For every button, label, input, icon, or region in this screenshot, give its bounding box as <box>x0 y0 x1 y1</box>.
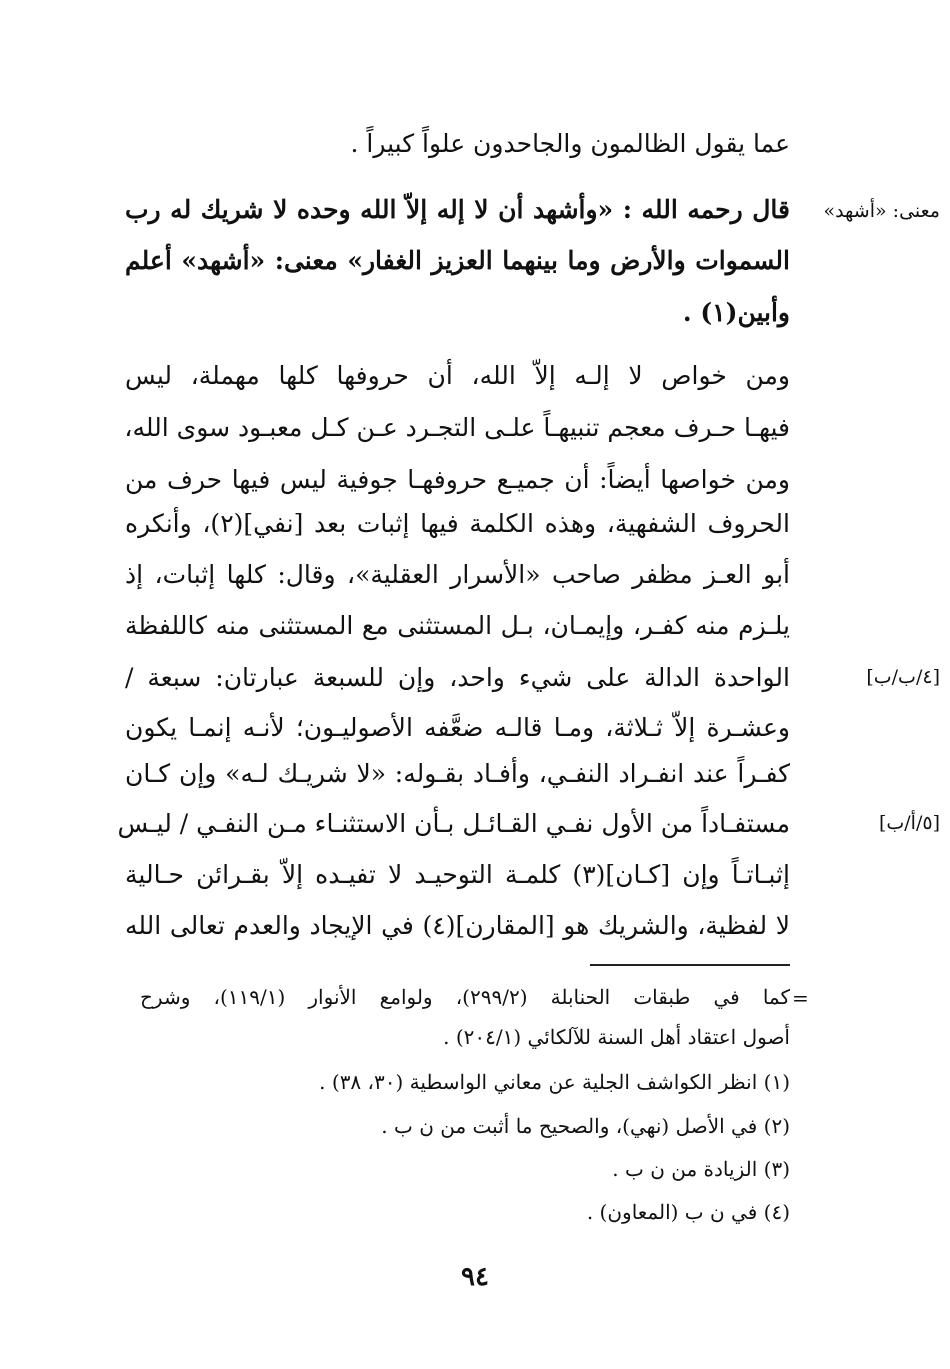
footnote-continuation-line-1: كما في طبقات الحنابلة (٢٩٩/٢)، ولوامع الأنوار (١١٩/١)، وشرح <box>140 985 790 1009</box>
text-line-10: يلـزم منه كفـر، وإيمـان، بـل المستثنى مع المستثنى منه كاللفظة <box>125 611 790 640</box>
text-line-2: قال رحمه الله : «وأشهد أن لا إله إلاّ الله وحده لا شريك له رب <box>125 195 790 224</box>
margin-note-ashhad: معنى: «أشهد» <box>823 200 940 222</box>
footnote-separator <box>590 964 790 966</box>
text-line-5: ومن خواص لا إلـه إلاّ الله، أن حروفها كلها مهملة، ليس <box>125 361 790 390</box>
text-line-13: كفـراً عند انفـراد النفـي، وأفـاد بقـوله: «لا شريـك لـه» وإن كـان <box>125 759 790 788</box>
footnote-continuation-mark: = <box>792 986 809 1010</box>
text-line-8: الحروف الشفهية، وهذه الكلمة فيها إثبات بعد [نفي](٢)، وأنكره <box>125 509 790 538</box>
text-line-14: مستفـاداً من الأول نفـي القـائـل بـأن الاستثنـاء مـن النفـي / ليـس <box>117 809 790 838</box>
footnote-2: (٢) في الأصل (نهي)، والصحيح ما أثبت من ن ب . <box>381 1114 790 1138</box>
text-line-11: الواحدة الدالة على شيء واحد، وإن للسبعة عبارتان: سبعة / <box>125 663 790 692</box>
text-line-4: وأبين(١) . <box>682 298 790 327</box>
footnote-continuation-line-2: أصول اعتقاد أهل السنة للآلكائي (٢٠٤/١) . <box>443 1025 790 1049</box>
page-number: ٩٤ <box>461 1262 489 1292</box>
footnote-1: (١) انظر الكواشف الجلية عن معاني الواسطية (٣٠، ٣٨) . <box>319 1070 790 1094</box>
text-line-3: السموات والأرض وما بينهما العزيز الغفار» معنى: «أشهد» أعلم <box>125 246 790 275</box>
text-line-1: عما يقول الظالمون والجاحدون علواً كبيراً . <box>350 129 790 158</box>
text-line-16: لا لفظية، والشريك هو [المقارن](٤) في الإيجاد والعدم تعالى الله <box>125 911 790 940</box>
text-line-6: فيهـا حـرف معجم تنبيهـاً علـى التجـرد عـن كـل معبـود سوى الله، <box>124 413 790 442</box>
footnote-4: (٤) في ن ب (المعاون) . <box>586 1200 790 1224</box>
margin-note-ref-4bb: [٤/ب/ب] <box>866 666 940 688</box>
margin-note-ref-5ab: [٥/أ/ب] <box>878 812 940 834</box>
text-line-12: وعشـرة إلاّ ثـلاثة، ومـا قالـه ضعَّفه الأصوليـون؛ لأنـه إنمـا يكون <box>125 713 790 742</box>
footnote-3: (٣) الزيادة من ن ب . <box>612 1157 790 1181</box>
text-line-9: أبو العـز مظفر صاحب «الأسرار العقلية»، وقال: كلها إثبات، إذ <box>125 560 790 589</box>
text-line-15: إثبـاتـاً وإن [كـان](٣) كلمـة التوحيـد لا تفيـده إلاّ بقـرائن حـالية <box>125 860 790 889</box>
text-line-7: ومن خواصها أيضاً: أن جميـع حروفهـا جوفية ليس فيها حرف من <box>125 465 790 494</box>
